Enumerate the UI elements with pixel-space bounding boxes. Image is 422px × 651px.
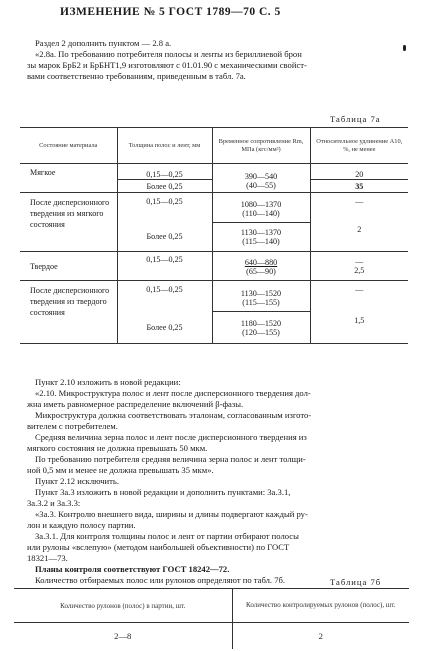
thickness-cell: 0,15—0,25 bbox=[117, 164, 212, 180]
body-line: Пункт 3а.3 изложить в новой редакции и дополнить пунктами: 3а.3.1, bbox=[35, 487, 291, 497]
elongation-cell: 20 bbox=[310, 164, 408, 180]
table-header-row bbox=[14, 589, 409, 623]
body-line: Пункт 2.10 изложить в новой редакции: bbox=[35, 377, 181, 387]
state-cell: Твердое bbox=[30, 261, 58, 271]
elongation-value: 2,5 bbox=[354, 266, 365, 275]
elongation-value: — bbox=[355, 257, 364, 266]
strength-cell bbox=[212, 223, 310, 252]
header-rolls-in-lot: Количество рулонов (полос) в партии, шт. bbox=[60, 601, 186, 610]
strength-value-kgf: (40—55) bbox=[246, 181, 276, 190]
elongation-cell: — bbox=[310, 281, 408, 312]
table7b-caption: Таблица 7б bbox=[330, 577, 382, 587]
header-elongation: Относительное удлинение A10, %, не менее bbox=[310, 128, 408, 164]
intro-line: Раздел 2 дополнить пунктом — 2.8 а. bbox=[35, 38, 172, 48]
thickness-cell: 0,15—0,25 bbox=[117, 193, 212, 223]
strength-value-kgf: (65—90) bbox=[246, 267, 276, 276]
elongation-cell: 2 bbox=[310, 223, 408, 252]
body-line: По требованию потребителя средняя величина зерна полос и лент толщи- bbox=[35, 454, 306, 464]
strength-value: 1180—1520 bbox=[240, 318, 282, 328]
body-line: вителем с потребителем. bbox=[27, 421, 118, 431]
header-state: Состояние материала bbox=[39, 141, 98, 149]
body-line: жна иметь равномерное распределение включений β-фазы. bbox=[27, 399, 244, 409]
strength-cell bbox=[212, 281, 310, 312]
table7a-caption: Таблица 7а bbox=[330, 114, 381, 124]
elongation-cell: 1,5 bbox=[310, 312, 408, 344]
table-7a bbox=[20, 127, 408, 344]
strength-value: 1130—1370 bbox=[240, 228, 282, 237]
table-7b bbox=[14, 588, 409, 649]
body-line: 3а.3.2 и 3а.3.3: bbox=[27, 498, 81, 508]
strength-value-kgf: (115—155) bbox=[242, 297, 280, 307]
body-line: «2.10. Микроструктура полос и лент после дисперсионного твердения дол- bbox=[35, 388, 311, 398]
table-row bbox=[14, 623, 409, 649]
body-line: Планы контроля соответствуют ГОСТ 18242—72. bbox=[35, 564, 230, 574]
strength-value-kgf: (115—140) bbox=[242, 237, 280, 246]
table-row bbox=[20, 252, 408, 281]
lot-size-cell: 2—8 bbox=[114, 630, 132, 641]
state-cell: После дисперсионного твердения из мягкого состояния bbox=[30, 198, 110, 229]
body-line: лон и каждую полосу партии. bbox=[27, 520, 136, 530]
elongation-cell bbox=[310, 252, 408, 281]
body-text bbox=[27, 377, 412, 586]
intro-line: «2.8а. По требованию потребителя полосы и ленты из бериллиевой брон bbox=[35, 49, 302, 59]
body-line: Средняя величина зерна полос и лент после дисперсионного твердения из bbox=[35, 432, 307, 442]
table-row bbox=[20, 193, 408, 223]
body-line: Микроструктура должна соответствовать эталонам, согласованным изгото- bbox=[35, 410, 312, 420]
table-header-row bbox=[20, 128, 408, 164]
header-rolls-inspected: Количество контролируемых рулонов (полос), шт. bbox=[232, 589, 409, 623]
strength-value-kgf: (120—155) bbox=[242, 327, 280, 337]
strength-cell bbox=[212, 193, 310, 223]
body-line: или рулоны «вслепую» (методом наибольшей объективности) по ГОСТ bbox=[27, 542, 290, 552]
header-strength: Временное сопротивление Rm, МПа (кгс/мм²) bbox=[212, 128, 310, 164]
page-header: ИЗМЕНЕНИЕ № 5 ГОСТ 1789—70 С. 5 bbox=[60, 6, 281, 18]
thickness-cell: Более 0,25 bbox=[117, 312, 212, 344]
body-line: мягкого состояния не должна превышать 50 мкм. bbox=[27, 443, 208, 453]
strength-value: 1080—1370 bbox=[240, 200, 282, 209]
strength-cell bbox=[212, 252, 310, 281]
header-thickness: Толщина полос и лент, мм bbox=[117, 128, 212, 164]
body-line: «3а.3. Контролю внешнего вида, ширины и длины подвергают каждый ру- bbox=[35, 509, 308, 519]
thickness-cell: 0,15—0,25 bbox=[117, 252, 212, 281]
body-line: 3а.3.1. Для контроля толщины полос и лент от партии отбирают полосы bbox=[35, 531, 299, 541]
table-row bbox=[20, 164, 408, 180]
elongation-cell: 35 bbox=[310, 180, 408, 193]
body-line: 18321—73. bbox=[27, 553, 68, 563]
strength-value: 640—880 bbox=[244, 258, 278, 267]
thickness-cell: 0,15—0,25 bbox=[117, 281, 212, 312]
strength-cell bbox=[212, 164, 310, 193]
intro-line: вами соответственно требованиям, приведенным в табл. 7а. bbox=[27, 71, 246, 81]
table-row bbox=[20, 281, 408, 312]
elongation-cell: — bbox=[310, 193, 408, 223]
thickness-cell: Более 0,25 bbox=[117, 180, 212, 193]
intro-paragraph bbox=[27, 38, 412, 82]
strength-value: 390—540 bbox=[244, 172, 278, 181]
body-line: Количество отбираемых полос или рулонов определяют по табл. 7б. bbox=[35, 575, 286, 585]
state-cell: После дисперсионного твердения из твердого состояния bbox=[30, 286, 110, 317]
strength-value-kgf: (110—140) bbox=[242, 209, 280, 218]
strength-cell bbox=[212, 312, 310, 344]
state-cell: Мягкое bbox=[30, 168, 56, 177]
body-line: ной 0,5 мм и менее не должна превышать 35 мкм». bbox=[27, 465, 214, 475]
strength-value: 1130—1520 bbox=[240, 288, 282, 298]
sample-size-cell: 2 bbox=[232, 623, 409, 649]
thickness-cell: Более 0,25 bbox=[117, 223, 212, 252]
body-line: Пункт 2.12 исключить. bbox=[35, 476, 119, 486]
intro-line: зы марок БрБ2 и БрБНТ1,9 изготовляют с 01.01.90 с механическими свойст- bbox=[27, 60, 307, 70]
